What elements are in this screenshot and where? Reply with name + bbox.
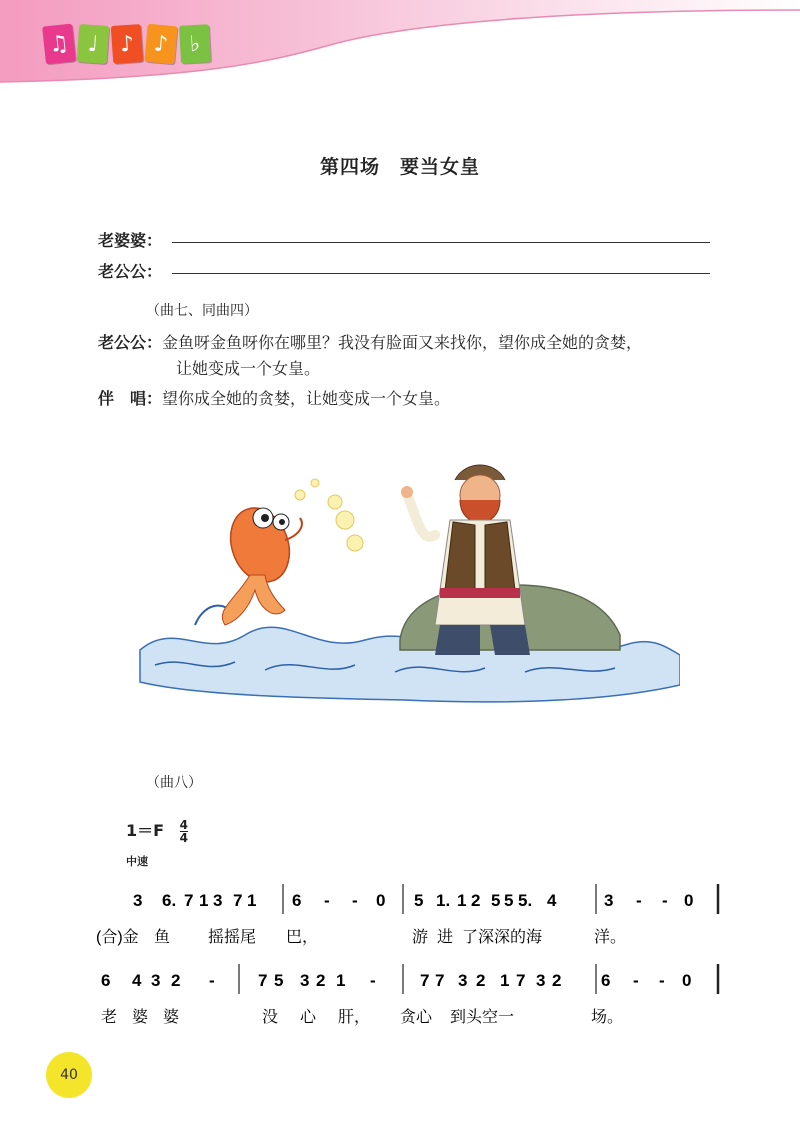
score-note: 0 <box>682 971 692 990</box>
fill-label-grandpa: 老公公： <box>98 262 163 281</box>
score-note: 1 <box>500 971 510 990</box>
dialog-line: 金鱼呀金鱼呀你在哪里？我没有脸面又来找你，望你成全她的贪婪， <box>162 333 643 352</box>
dialog-line: 望你成全她的贪婪，让她变成一个女皇。 <box>162 389 451 408</box>
score-note: 1 <box>336 971 346 990</box>
lyric-text: 洋。 <box>594 929 627 946</box>
score-note: 4 <box>547 891 557 910</box>
score-note: - <box>662 891 668 910</box>
score-note: 5 <box>414 891 424 910</box>
score-note: - <box>370 971 376 990</box>
score-row-2 <box>101 964 718 1026</box>
score-note: - <box>633 971 639 990</box>
time-bottom: 4 <box>179 831 189 845</box>
score-note: 3 <box>213 891 223 910</box>
dialog-line: 让她变成一个女皇。 <box>176 359 321 378</box>
score-note: 5. <box>518 891 533 910</box>
score-note: - <box>324 891 330 910</box>
score-note: 3 <box>300 971 310 990</box>
lyric-text: 肝， <box>338 1009 371 1026</box>
lyric-text: 到头空 <box>450 1009 499 1026</box>
lyric-text: 没 <box>262 1009 279 1026</box>
page-number: 40 <box>46 1052 92 1098</box>
score-note: 7 <box>233 891 243 910</box>
lyric-text: 了深深的海 <box>462 929 543 946</box>
score-note: - <box>659 971 665 990</box>
lyric-text: 鱼 <box>154 929 171 946</box>
score-note: 5 <box>491 891 501 910</box>
lyric-text: 贪心 <box>400 1009 433 1026</box>
lyric-text: 进 <box>437 929 454 946</box>
lyric-text: 老 <box>101 1009 118 1026</box>
score-note: 3 <box>604 891 614 910</box>
score-note: 6 <box>601 971 611 990</box>
score-note: 2 <box>171 971 181 990</box>
score-note: 1 <box>199 891 209 910</box>
score-note: 2 <box>471 891 481 910</box>
score-note: - <box>352 891 358 910</box>
score-note: 1. <box>436 891 451 910</box>
eighth-note-icon: ♪ <box>111 24 144 64</box>
key-signature <box>126 818 188 844</box>
speaker-label: 伴 唱： <box>98 389 163 408</box>
score-note: 3 <box>133 891 143 910</box>
fill-label-grandma: 老婆婆： <box>98 231 163 250</box>
lyric-text: 一 <box>498 1009 515 1026</box>
score-note: 7 <box>516 971 526 990</box>
music-note-icon: ♫ <box>42 24 76 65</box>
numbered-score <box>96 860 736 1040</box>
score-note: 7 <box>184 891 194 910</box>
score-note: 0 <box>376 891 386 910</box>
song7-note: （曲七、同曲四） <box>146 303 258 319</box>
note-icon: ♪ <box>144 24 177 64</box>
flat-icon: ♭ <box>179 24 211 64</box>
score-note: - <box>209 971 215 990</box>
goldfish-icon <box>221 500 302 625</box>
score-note: 7 <box>258 971 268 990</box>
score-note: 5 <box>504 891 514 910</box>
score-note: 7 <box>420 971 430 990</box>
time-top: 4 <box>179 818 189 832</box>
score-note: 6 <box>292 891 302 910</box>
lyric-text: 摇摇尾 <box>208 929 257 946</box>
lyric-text: (合)金 <box>96 929 139 946</box>
music-icons <box>44 25 210 63</box>
score-note: 2 <box>552 971 562 990</box>
lyric-text: 游 <box>412 929 429 946</box>
score-note: 5 <box>274 971 284 990</box>
score-note: 3 <box>458 971 468 990</box>
quarter-note-icon: ♩ <box>77 24 110 64</box>
scene-title: 第四场 要当女皇 <box>319 156 480 178</box>
score-note: 6 <box>101 971 111 990</box>
lyric-text: 场。 <box>591 1009 624 1026</box>
score-note: 0 <box>684 891 694 910</box>
score-note: - <box>636 891 642 910</box>
score-note: 6. <box>162 891 177 910</box>
speaker-label: 老公公： <box>98 333 163 352</box>
time-signature <box>180 819 188 844</box>
score-note: 4 <box>132 971 142 990</box>
score-row-1 <box>96 884 718 946</box>
score-note: 2 <box>316 971 326 990</box>
score-note: 3 <box>151 971 161 990</box>
score-note: 2 <box>476 971 486 990</box>
lyric-text: 婆 <box>163 1009 180 1026</box>
goldfish-and-old-man-illustration <box>135 450 680 710</box>
score-note: 3 <box>536 971 546 990</box>
tempo-marking: 中速 <box>126 855 148 868</box>
score-note: 1 <box>457 891 467 910</box>
dialog-grandpa <box>98 330 642 382</box>
lyric-text: 心 <box>300 1009 317 1026</box>
lyric-text: 婆 <box>132 1009 149 1026</box>
score-note: 7 <box>435 971 445 990</box>
fill-line-grandpa[interactable] <box>172 273 710 274</box>
fill-line-grandma[interactable] <box>172 242 710 243</box>
lyric-text: 巴， <box>286 929 319 946</box>
key-text: 1＝F <box>126 821 165 840</box>
score-note: 1 <box>247 891 257 910</box>
song8-label: （曲八） <box>146 775 202 791</box>
dialog-chorus <box>98 386 450 412</box>
